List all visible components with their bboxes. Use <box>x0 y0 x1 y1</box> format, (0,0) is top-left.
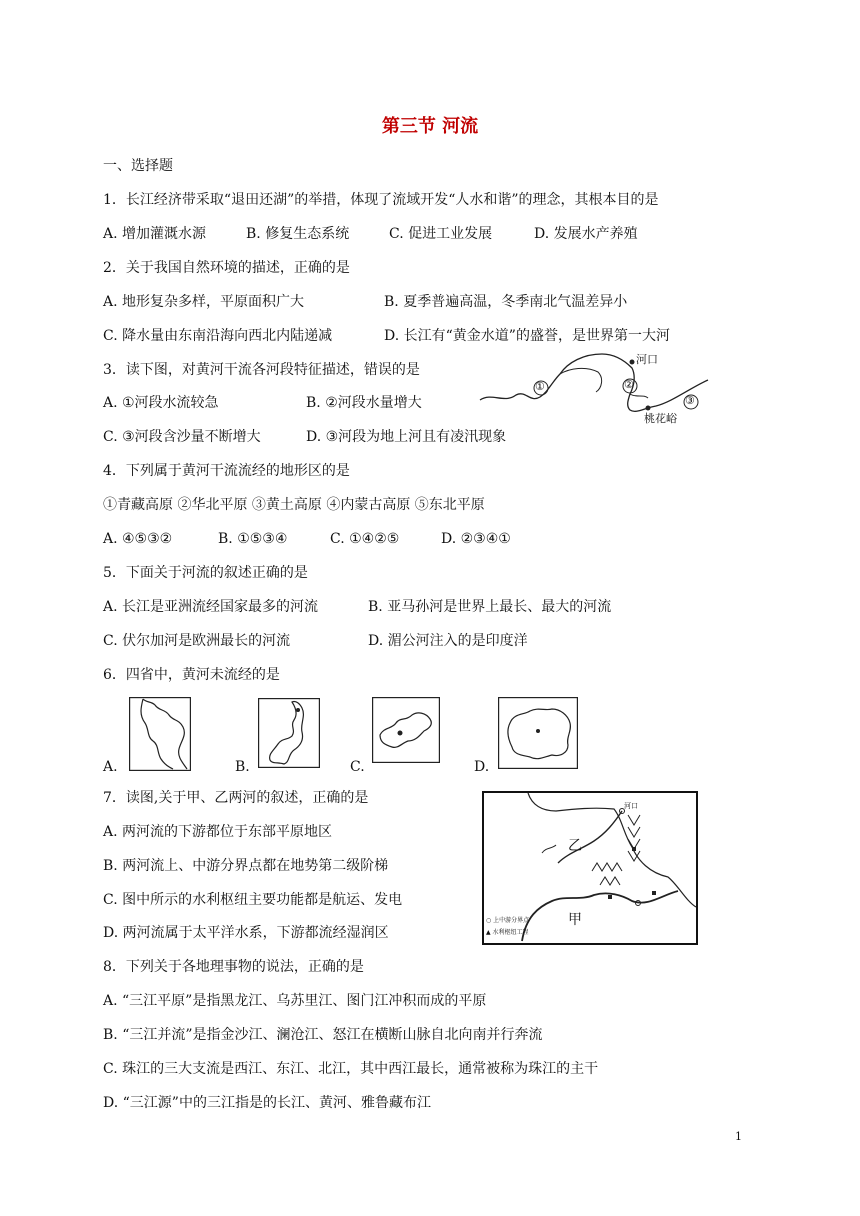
province-outline-b[interactable] <box>258 698 320 768</box>
q8-stem: 8．下列关于各地理事物的说法，正确的是 <box>103 959 364 975</box>
section-heading: 一、选择题 <box>103 158 173 174</box>
q7-option-a[interactable]: A. 两河流的下游都位于东部平原地区 <box>103 824 333 840</box>
page-number: 1 <box>735 1130 742 1143</box>
q8-option-a[interactable]: A. “三江平原”是指黑龙江、乌苏里江、图门江冲积而成的平原 <box>103 993 487 1009</box>
q4-stem: 4．下列属于黄河干流流经的地形区的是 <box>103 463 350 479</box>
q2-option-d[interactable]: D. 长江有“黄金水道”的盛誉，是世界第一大河 <box>384 328 670 344</box>
map-label-hekou: 河口 <box>636 353 658 366</box>
legend-boundary-point: ○ 上中游分界点 <box>486 917 530 924</box>
q6-option-d[interactable]: D. <box>474 759 490 775</box>
q7-option-d[interactable]: D. 两河流属于太平洋水系，下游都流经湿润区 <box>103 925 389 941</box>
q1-option-d[interactable]: D. 发展水产养殖 <box>534 226 638 242</box>
q1-option-c[interactable]: C. 促进工业发展 <box>389 226 493 242</box>
q5-stem: 5．下面关于河流的叙述正确的是 <box>103 565 308 581</box>
q3-stem: 3．读下图，对黄河干流各河段特征描述，错误的是 <box>103 362 420 378</box>
q2-option-a[interactable]: A. 地形复杂多样，平原面积广大 <box>103 294 305 310</box>
q3-option-d[interactable]: D. ③河段为地上河且有凌汛现象 <box>306 429 507 445</box>
q7-stem: 7．读图,关于甲、乙两河的叙述，正确的是 <box>103 790 369 806</box>
two-rivers-map <box>482 791 698 945</box>
yellow-river-map <box>478 348 712 428</box>
province-outline-a[interactable] <box>129 697 191 771</box>
q2-stem: 2．关于我国自然环境的描述，正确的是 <box>103 260 350 276</box>
province-outline-d[interactable] <box>498 697 578 769</box>
q6-option-c[interactable]: C. <box>350 759 365 775</box>
q5-option-d[interactable]: D. 湄公河注入的是印度洋 <box>368 633 528 649</box>
q7-option-b[interactable]: B. 两河流上、中游分界点都在地势第二级阶梯 <box>103 858 389 874</box>
q5-option-b[interactable]: B. 亚马孙河是世界上最长、最大的河流 <box>368 599 612 615</box>
q4-option-c[interactable]: C. ①④②⑤ <box>330 531 400 547</box>
map-marker-3: ③ <box>685 394 695 407</box>
q4-items: ①青藏高原 ②华北平原 ③黄土高原 ④内蒙古高原 ⑤东北平原 <box>103 497 485 513</box>
map-label-hekou-2: 河口 <box>624 802 638 810</box>
q3-option-b[interactable]: B. ②河段水量增大 <box>306 395 422 411</box>
q2-option-b[interactable]: B. 夏季普遍高温，冬季南北气温差异小 <box>384 294 628 310</box>
q8-option-d[interactable]: D. “三江源”中的三江指是的长江、黄河、雅鲁藏布江 <box>103 1095 431 1111</box>
q4-option-d[interactable]: D. ②③④① <box>441 531 511 547</box>
q4-option-a[interactable]: A. ④⑤③② <box>103 531 173 547</box>
q8-option-c[interactable]: C. 珠江的三大支流是西江、东江、北江，其中西江最长，通常被称为珠江的主干 <box>103 1061 599 1077</box>
q6-stem: 6．四省中，黄河未流经的是 <box>103 667 280 683</box>
river-label-jia: 甲 <box>568 912 582 928</box>
q4-option-b[interactable]: B. ①⑤③④ <box>218 531 288 547</box>
q8-option-b[interactable]: B. “三江并流”是指金沙江、澜沧江、怒江在横断山脉自北向南并行奔流 <box>103 1027 543 1043</box>
map-label-taohuayu: 桃花峪 <box>644 412 677 425</box>
q5-option-c[interactable]: C. 伏尔加河是欧洲最长的河流 <box>103 633 291 649</box>
map-marker-1: ① <box>535 380 545 393</box>
q6-option-a[interactable]: A. <box>103 759 118 775</box>
q1-stem: 1．长江经济带采取“退田还湖”的举措，体现了流域开发“人水和谐”的理念，其根本目的是 <box>103 192 659 208</box>
q2-option-c[interactable]: C. 降水量由东南沿海向西北内陆递减 <box>103 328 333 344</box>
page-title: 第三节 河流 <box>381 116 479 137</box>
q1-option-b[interactable]: B. 修复生态系统 <box>246 226 350 242</box>
river-label-yi: 乙 <box>568 838 582 854</box>
q5-option-a[interactable]: A. 长江是亚洲流经国家最多的河流 <box>103 599 319 615</box>
province-outline-c[interactable] <box>372 697 440 763</box>
legend-hydro-project: ▲ 水利枢纽工程 <box>486 929 529 936</box>
q3-option-a[interactable]: A. ①河段水流较急 <box>103 395 219 411</box>
q7-option-c[interactable]: C. 图中所示的水利枢纽主要功能都是航运、发电 <box>103 892 403 908</box>
q1-option-a[interactable]: A. 增加灌溉水源 <box>103 226 207 242</box>
map-marker-2: ② <box>624 378 634 391</box>
q3-option-c[interactable]: C. ③河段含沙量不断增大 <box>103 429 261 445</box>
q6-option-b[interactable]: B. <box>235 759 250 775</box>
